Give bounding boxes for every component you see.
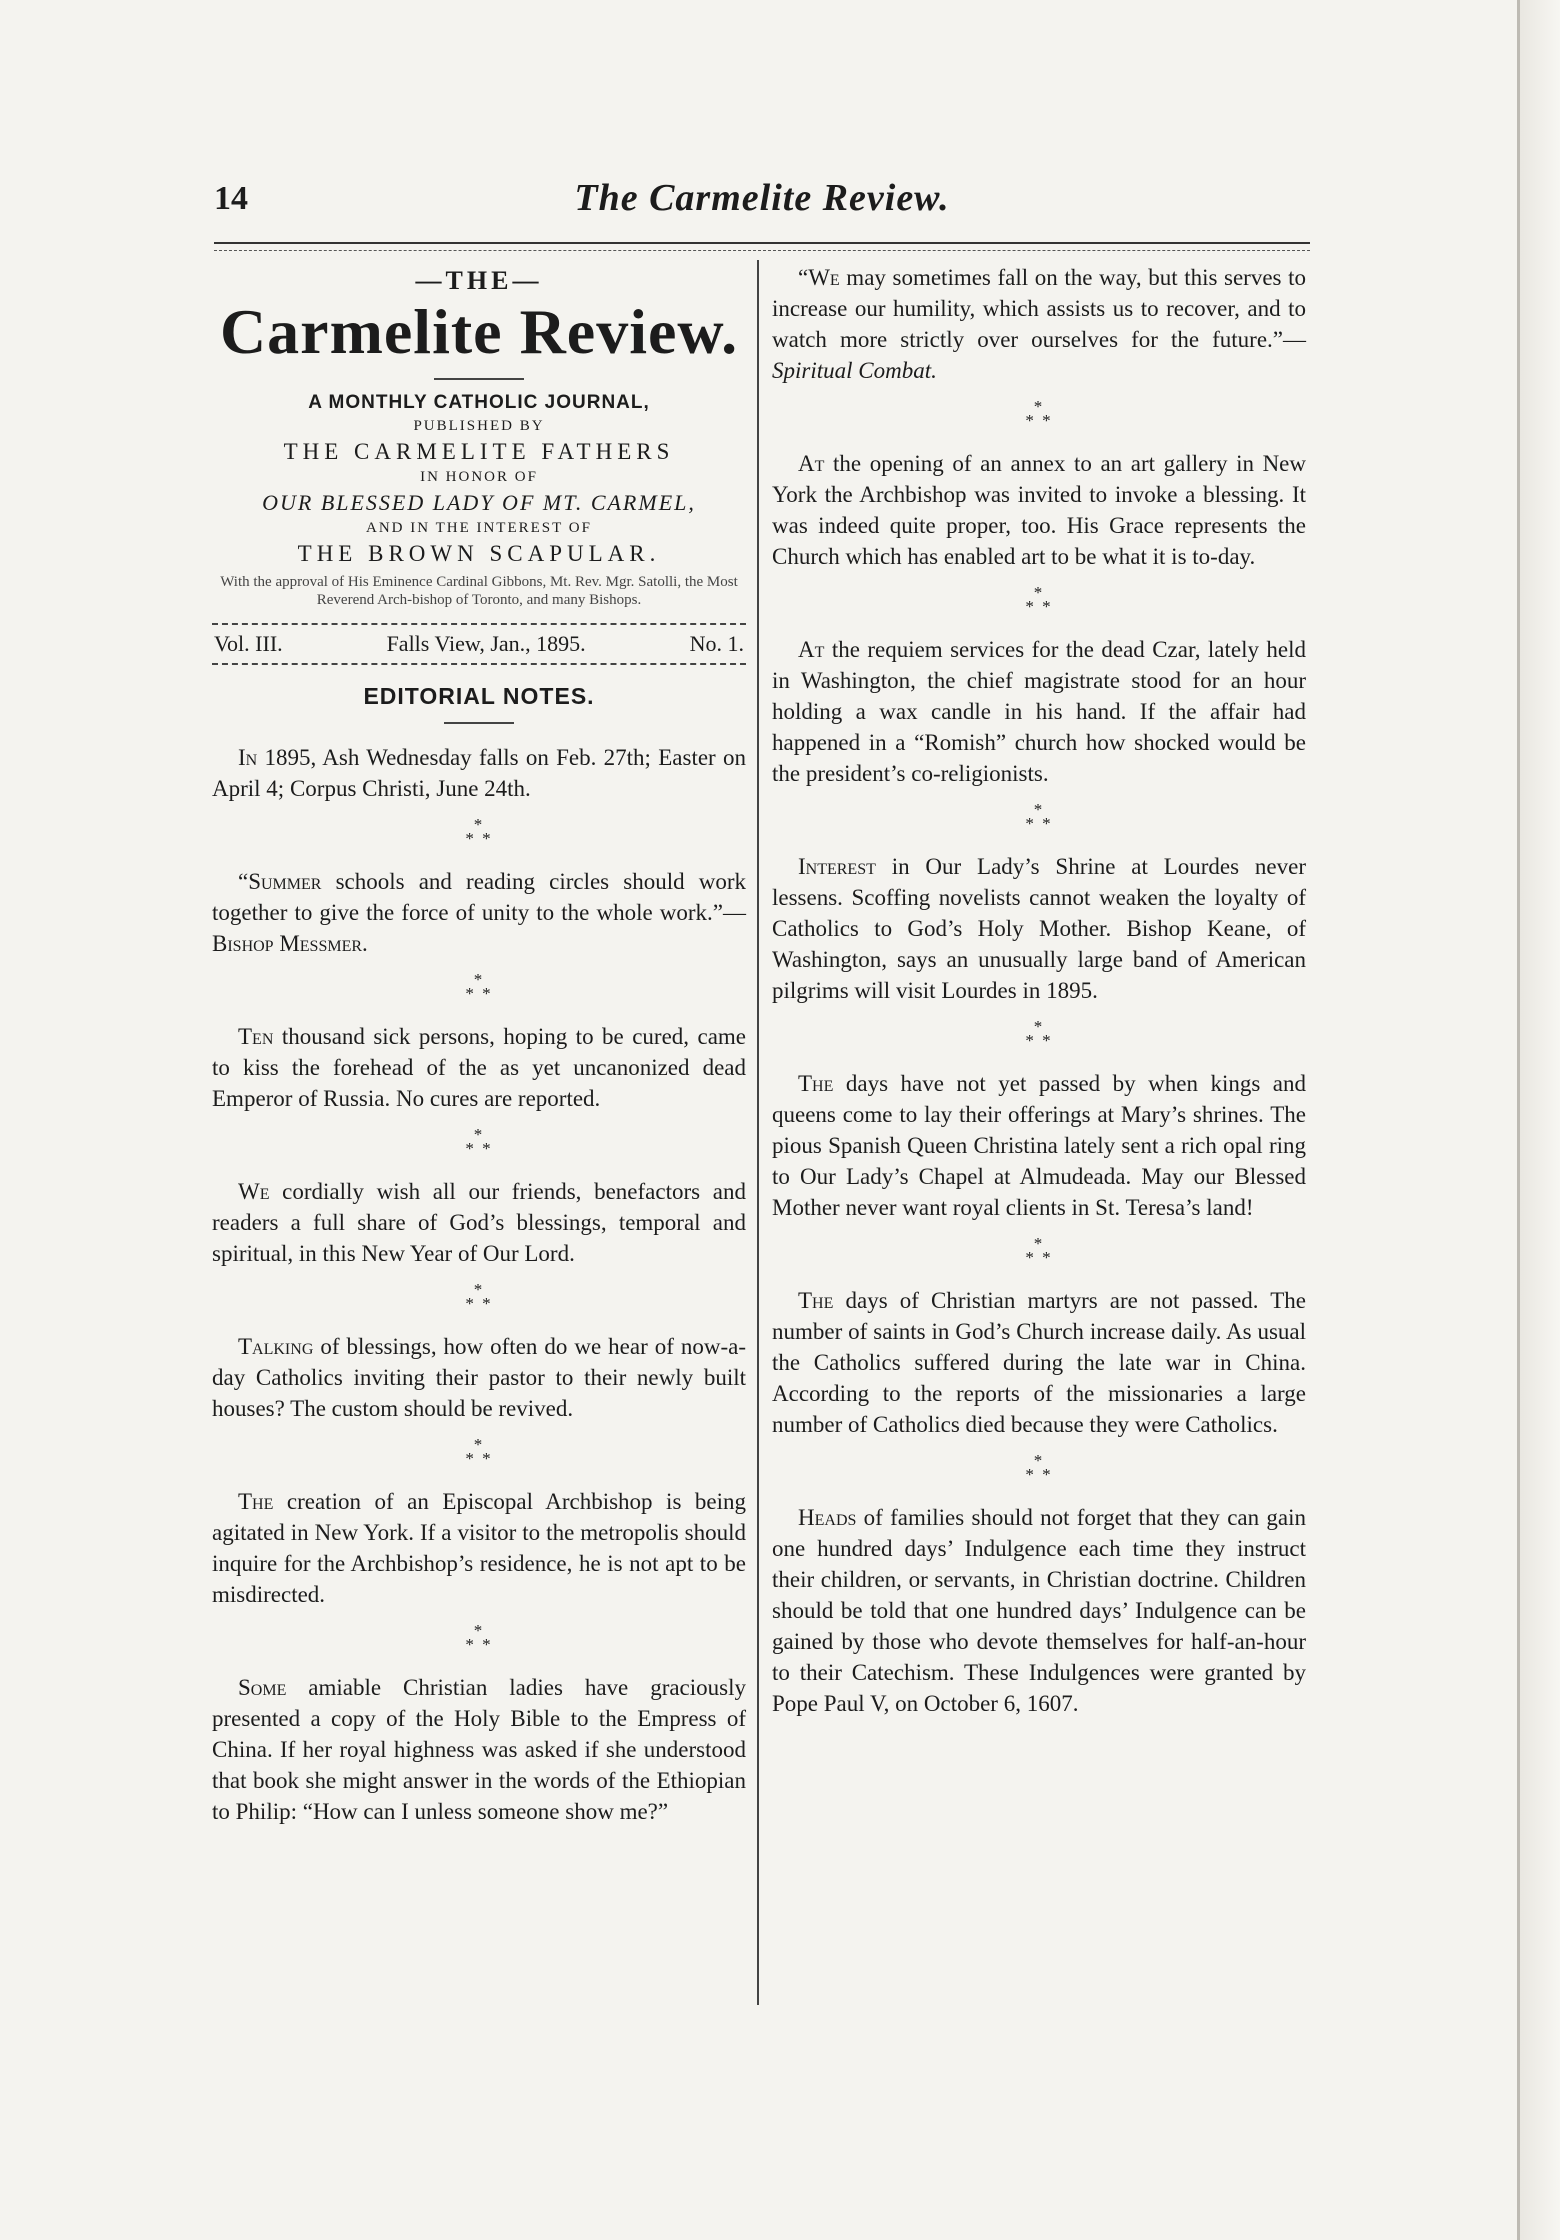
right-notes (772, 262, 1306, 1719)
page-number: 14 (214, 180, 248, 217)
editorial-note (772, 1502, 1306, 1719)
note-lead: The (238, 1489, 274, 1514)
section-heading: EDITORIAL NOTES. (363, 683, 595, 709)
editorial-note (212, 866, 746, 959)
section-rule (444, 722, 514, 724)
header-rule (214, 242, 1310, 251)
masthead-subtitle: A MONTHLY CATHOLIC JOURNAL, (308, 392, 650, 413)
masthead-in-honor-of: IN HONOR OF (420, 469, 538, 485)
note-text: cordially wish all our friends, benefactors and readers a full share of God’s blessings, temporal and spiritual, in this New Year of Our Lord. (212, 1179, 746, 1266)
separator-stars: * * * (465, 1435, 493, 1468)
note-lead: Ten (238, 1024, 274, 1049)
note-text: may sometimes fall on the way, but this serves to increase our humility, which assists us to recover, and to watch more strictly over ourselves for the future.”— (772, 265, 1306, 352)
separator-stars: * * * (465, 1280, 493, 1313)
editorial-note (212, 742, 746, 804)
note-lead: Heads (798, 1505, 857, 1530)
separator-stars: * * * (465, 970, 493, 1003)
note-signature: Bishop Messmer. (212, 931, 368, 956)
note-text: amiable Christian ladies have graciously presented a copy of the Holy Bible to the Empress of China. If her royal highness was asked if she understood that book she might answer in the words of the Ethiopian to Philip: “How can I unless someone show me?” (212, 1675, 746, 1824)
note-lead: The (798, 1071, 834, 1096)
note-lead: “We (798, 265, 840, 290)
editorial-note (212, 1672, 746, 1827)
page-edge-shade (1520, 0, 1560, 2240)
separator-stars: * * * (1025, 397, 1053, 430)
separator-stars: * * * (1025, 1017, 1053, 1050)
editorial-note (772, 1068, 1306, 1223)
masthead-approval: With the approval of His Eminence Cardinal Gibbons, Mt. Rev. Mgr. Satolli, the Most Reverend Arch-bishop of Toronto, and many Bishops. (220, 574, 738, 608)
note-text: schools and reading circles should work together to give the force of unity to the whole work.”— (212, 869, 746, 925)
note-text: thousand sick persons, hoping to be cured, came to kiss the forehead of the as yet uncanonized dead Emperor of Russia. No cures are reported. (212, 1024, 746, 1111)
editorial-note (212, 1176, 746, 1269)
note-lead: “Summer (238, 869, 322, 894)
running-title: The Carmelite Review. (574, 177, 950, 219)
masthead (212, 266, 746, 609)
masthead-scapular: THE BROWN SCAPULAR. (297, 541, 661, 566)
page-edge (1517, 0, 1520, 2240)
masthead-rule (434, 378, 524, 380)
masthead-the: —THE— (415, 266, 543, 295)
note-lead: At (798, 637, 825, 662)
left-column (212, 262, 746, 1827)
masthead-fathers: THE CARMELITE FATHERS (283, 439, 675, 464)
separator-stars: * * * (1025, 583, 1053, 616)
volume-number: Vol. III. (214, 631, 283, 656)
separator-stars: * * * (465, 815, 493, 848)
masthead-lady: OUR BLESSED LADY OF MT. CARMEL, (262, 490, 696, 515)
masthead-interest: AND IN THE INTEREST OF (366, 520, 592, 536)
note-text: days have not yet passed by when kings and queens come to lay their offerings at Mary’s shrines. The pious Spanish Queen Christina lately sent a rich opal ring to Our Lady’s Chapel at Almudeada. May our Blessed Mother never want royal clients in St. Teresa’s land! (772, 1071, 1306, 1220)
editorial-note (212, 1021, 746, 1114)
separator-stars: * * * (1025, 1234, 1053, 1267)
volume-place-date: Falls View, Jan., 1895. (386, 631, 586, 656)
note-text: 1895, Ash Wednesday falls on Feb. 27th; Easter on April 4; Corpus Christi, June 24th. (212, 745, 746, 801)
note-lead: We (238, 1179, 270, 1204)
note-text: the requiem services for the dead Czar, lately held in Washington, the chief magistrate stood for an hour holding a wax candle in his hand. If the affair had happened in a “Romish” church how shocked would be the president’s co-religionists. (772, 637, 1306, 786)
editorial-note (772, 262, 1306, 386)
editorial-note (212, 1331, 746, 1424)
note-lead: Interest (798, 854, 876, 879)
masthead-published-by: PUBLISHED BY (413, 418, 545, 434)
editorial-note (212, 1486, 746, 1610)
separator-stars: * * * (1025, 800, 1053, 833)
right-column (772, 262, 1306, 1719)
page-header (214, 177, 1310, 230)
separator-stars: * * * (465, 1621, 493, 1654)
note-text: days of Christian martyrs are not passed. The number of saints in God’s Church increase daily. As usual the Catholics suffered during the late war in China. According to the reports of the missionaries a large number of Catholics died because they were Catholics. (772, 1288, 1306, 1437)
issue-number: No. 1. (689, 631, 744, 656)
editorial-note (772, 851, 1306, 1006)
left-notes (212, 742, 746, 1827)
separator-stars: * * * (1025, 1451, 1053, 1484)
column-divider (757, 260, 759, 2005)
note-lead: In (238, 745, 258, 770)
note-lead: At (798, 451, 825, 476)
separator-stars: * * * (465, 1125, 493, 1158)
note-lead: Talking (238, 1334, 314, 1359)
note-text: in Our Lady’s Shrine at Lourdes never lessens. Scoffing novelists cannot weaken the loyalty of Catholics to God’s Holy Mother. Bishop Keane, of Washington, says an unusually large band of American pilgrims will visit Lourdes in 1895. (772, 854, 1306, 1003)
note-text: creation of an Episcopal Archbishop is being agitated in New York. If a visitor to the metropolis should inquire for the Archbishop’s residence, he is not apt to be misdirected. (212, 1489, 746, 1607)
note-text: the opening of an annex to an art gallery in New York the Archbishop was invited to invoke a blessing. It was indeed quite proper, too. His Grace represents the Church which has enabled art to be what it is to-day. (772, 451, 1306, 569)
editorial-note (772, 1285, 1306, 1440)
note-lead: The (798, 1288, 834, 1313)
note-text: of families should not forget that they can gain one hundred days’ Indulgence each time they instruct their children, or servants, in Christian doctrine. Children should be told that one hundred days’ Indulgence can be gained by those who devote themselves for half-an-hour to their Catechism. These Indulgences were granted by Pope Paul V, on October 6, 1607. (772, 1505, 1306, 1716)
editorial-note (772, 448, 1306, 572)
note-lead: Some (238, 1675, 287, 1700)
editorial-note (772, 634, 1306, 789)
masthead-title: Carmelite Review. (219, 296, 739, 367)
volume-line (212, 623, 746, 665)
note-text: of blessings, how often do we hear of now-a-day Catholics inviting their pastor to their newly built houses? The custom should be revived. (212, 1334, 746, 1421)
note-citation: Spiritual Combat. (772, 358, 937, 383)
